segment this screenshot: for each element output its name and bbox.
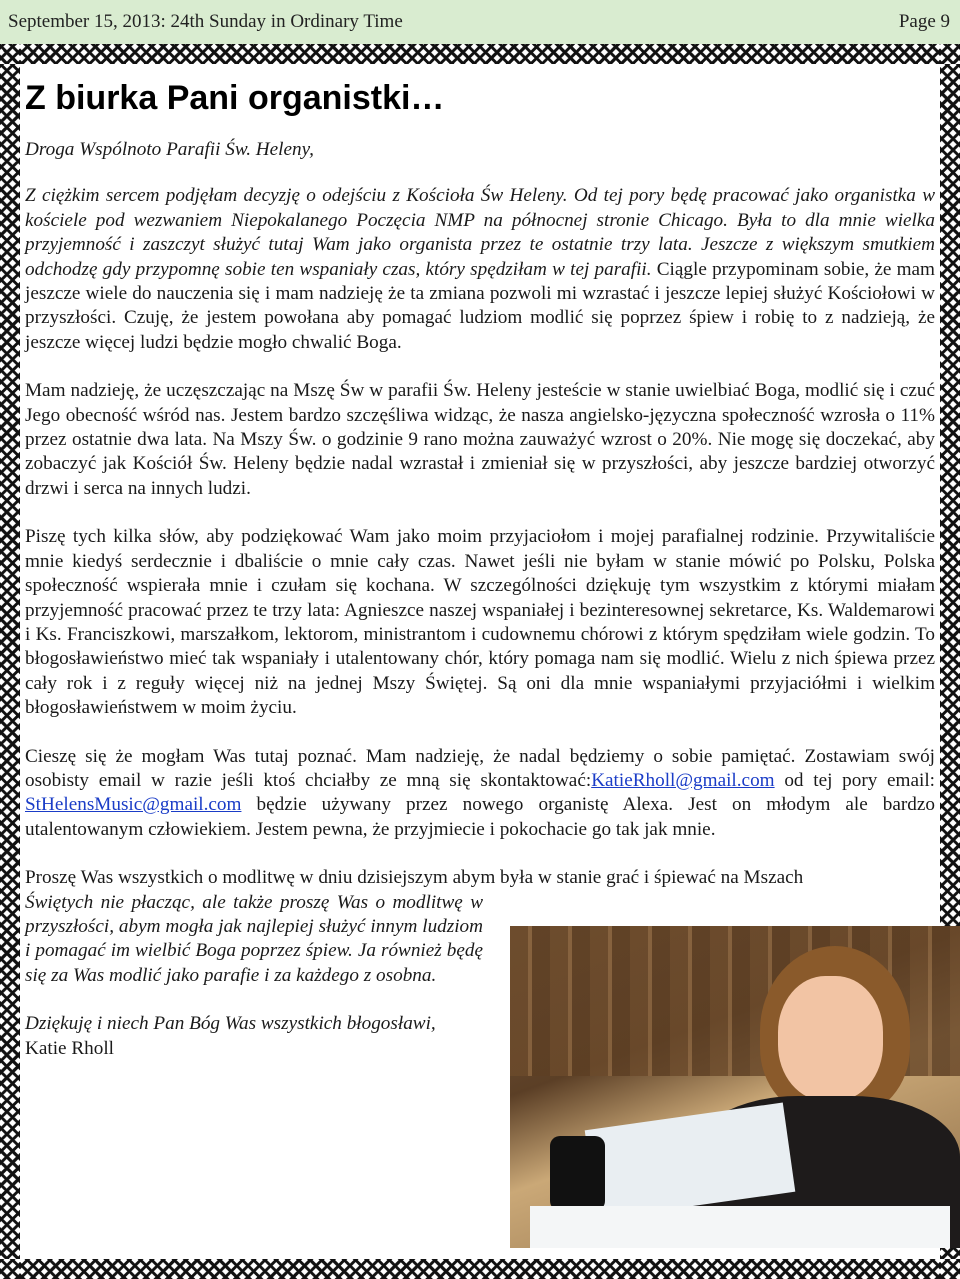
paragraph-1-c: Ciągle przypominam sobie, że mam jeszcze wiele do nauczenia się i mam nadzieję że ta zmiana pozwoli mi wzrastać i jeszcze lepiej służyć Kościołowi w przyszłości. Czuję, że jestem powołana aby pomagać ludziom modlić się poprzez śpiew i robię to z nadzieją, że jeszcze więcej ludzi będzie mogło chwalić Boga. bbox=[25, 258, 935, 353]
closing-line: Dziękuję i niech Pan Bóg Was wszystkich błogosławi, bbox=[25, 1013, 436, 1035]
signature: Katie Rholl bbox=[25, 1037, 114, 1059]
paragraph-5-first-line: Proszę Was wszystkich o modlitwę w dniu dzisiejszym abym była w stanie grać i śpiewać na Mszach bbox=[25, 867, 804, 889]
closing-section bbox=[25, 866, 935, 1061]
photo-face bbox=[778, 976, 883, 1101]
paragraph-2: Mam nadzieję, że uczęszczając na Mszę Św w parafii Św. Heleny jesteście w stanie uwielbiać Boga, modlić się i czuć Jego obecność wśród nas. Jestem bardzo szczęśliwa widząc, że nasza angielsko-języczna społeczność wzrosła o 11% przez ostatnie dwa lata. Na Mszy Św. o godzinie 9 rano można zauważyć wzrost o 20%. Nie mogę się doczekać, aby zobaczyć jak Kościół Św. Heleny będzie nadal wzrastał i zmieniał się w przyszłości, aby jeszcze bardziej otworzyć drzwi i serca na innych ludzi. bbox=[25, 380, 935, 499]
header-page-number: Page 9 bbox=[898, 11, 950, 32]
header-date-title: September 15, 2013: 24th Sunday in Ordinary Time bbox=[8, 11, 403, 32]
photo-camera-lens bbox=[550, 1136, 605, 1211]
paragraph-4-c: będzie używany przez nowego organistę Alexa. Jest on młodym ale bardzo utalentowanym człowiekiem. Jestem pewna, że przyjmiecie i pokochacie go tak jak mnie. bbox=[25, 794, 935, 840]
page-header bbox=[0, 0, 960, 44]
paragraph-1-b: Była to dla mnie wielka przyjemność i zaszczyt służyć tutaj Wam jako organista przez te ostatnie trzy lata. Jeszcze z większym smutkiem odchodzę gdy przypomnę sobie ten wspaniały czas, który spędziłam w tej parafii. bbox=[25, 209, 935, 280]
photo-sheet-music bbox=[530, 1206, 950, 1248]
greeting: Droga Wspólnoto Parafii Św. Heleny, bbox=[25, 139, 314, 160]
paragraph-1 bbox=[25, 184, 935, 355]
email-link-katie[interactable]: KatieRholl@gmail.com bbox=[591, 769, 775, 791]
paragraph-3: Piszę tych kilka słów, aby podziękować Wam jako moim przyjaciołom i mojej parafialnej rodzinie. Przywitaliście mnie kiedyś serdecznie i dbaliście o mnie cały czas. Nawet jeśli nie byłam w stanie mówić po Polsku, Polska społeczność wspierała mnie i czułam się kochana. W szczególności dziękuję tym wszystkim z którymi miałam przyjemność pracować przez te trzy lata: Agnieszce naszej wspaniałej i bezinteresownej sekretarce, Ks. Waldemarowi i Ks. Franciszkowi, marszałkom, lektorom, ministrantom i cudownemu chórowi z którym spędziłam wiele godzin. To błogosławieństwo mieć tak wspaniały i utalentowany chór, który pomaga nam się modlić. Wielu z nich śpiewa przez cały rok i z reguły więcej niż na jednej Mszy Świętej. Są oni dla mnie wspaniałymi przyjaciółmi i wielkim błogosławieństwem w moim życiu. bbox=[25, 526, 935, 719]
paragraph-5-rest: Świętych nie płacząc, ale także proszę Was o modlitwę w przyszłości, abym mogła jak najlepiej służyć innym ludziom i pomagać im wielbić Boga poprzez śpiew. Ja również będę się za Was modlić jako parafie i za każdego z osobna. bbox=[25, 891, 483, 986]
organist-photo bbox=[510, 926, 960, 1248]
paragraph-4 bbox=[25, 745, 935, 843]
paragraph-4-b: od tej pory email: bbox=[774, 769, 935, 791]
paragraph-1-a: Z ciężkim sercem podjęłam decyzję o odejściu z Kościoła Św Heleny. Od tej pory będę pracować jako organistka w kościele pod wezwaniem Niepokalanego Poczęcia NMP na północnej stronie Chicago. bbox=[25, 185, 935, 231]
paragraph-4-a: Cieszę się że mogłam Was tutaj poznać. Mam nadzieję, że nadal będziemy o sobie pamiętać. Zostawiam swój osobisty email w razie jeśli ktoś chciałby ze mną się skontaktować: bbox=[25, 745, 935, 791]
article bbox=[25, 70, 935, 1061]
article-title: Z biurka Pani organistki… bbox=[25, 79, 445, 117]
email-link-sthelens[interactable]: StHelensMusic@gmail.com bbox=[25, 794, 242, 816]
